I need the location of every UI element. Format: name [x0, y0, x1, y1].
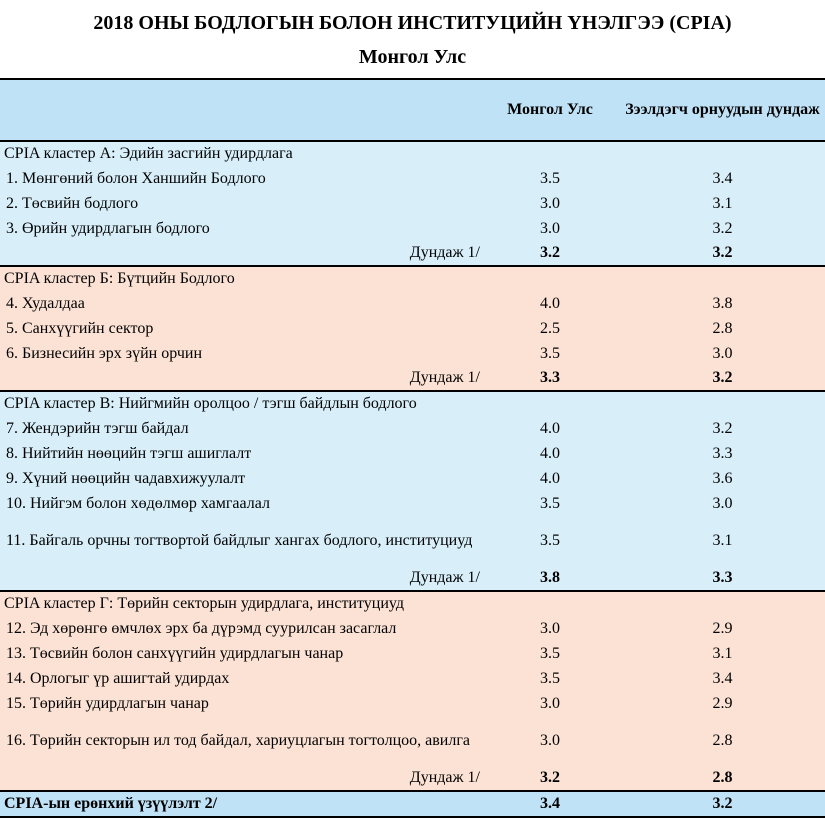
country-average-score: 3.3 [480, 366, 620, 391]
average-score: 3.2 [620, 216, 825, 241]
indicator-label: 16. Төрийн секторын ил тод байдал, хариуцлагын тогтолцоо, авилга [0, 716, 480, 766]
country-score: 4.0 [480, 416, 620, 441]
table-row [0, 191, 825, 216]
cpia-table [0, 78, 825, 818]
country-score: 3.5 [480, 341, 620, 366]
table-row [0, 316, 825, 341]
table-row [0, 216, 825, 241]
peer-average-score: 3.2 [620, 241, 825, 266]
table-row [0, 491, 825, 516]
table-row [0, 291, 825, 316]
average-label: Дундаж 1/ [0, 566, 480, 591]
country-average-score: 3.2 [480, 241, 620, 266]
indicator-label: 12. Эд хөрөнгө өмчлөх эрх ба дүрэмд суурилсан засаглал [0, 616, 480, 641]
indicator-label: 15. Төрийн удирдлагын чанар [0, 691, 480, 716]
table-row [0, 441, 825, 466]
column-header-average: Зээлдэгч орнуудын дундаж [620, 79, 825, 141]
cluster-average-row [0, 766, 825, 791]
country-score: 3.0 [480, 216, 620, 241]
indicator-label: 4. Худалдаа [0, 291, 480, 316]
indicator-label: 10. Нийгэм болон хөдөлмөр хамгаалал [0, 491, 480, 516]
peer-average-score: 3.2 [620, 366, 825, 391]
indicator-label: 3. Өрийн удирдлагын бодлого [0, 216, 480, 241]
overall-average-score: 3.2 [620, 791, 825, 817]
table-row [0, 716, 825, 766]
cluster-header-row [0, 391, 825, 416]
cluster-name: CPIA кластер Г: Төрийн секторын удирдлага, институциуд [0, 591, 825, 616]
header-empty-cell [0, 79, 480, 141]
table-row [0, 466, 825, 491]
overall-country-score: 3.4 [480, 791, 620, 817]
table-row [0, 166, 825, 191]
indicator-label: 6. Бизнесийн эрх зүйн орчин [0, 341, 480, 366]
cluster-name: CPIA кластер Б: Бүтцийн Бодлого [0, 266, 825, 291]
country-score: 3.5 [480, 491, 620, 516]
table-row [0, 666, 825, 691]
indicator-label: 13. Төсвийн болон санхүүгийн удирдлагын чанар [0, 641, 480, 666]
table-row [0, 416, 825, 441]
table-row [0, 516, 825, 566]
average-score: 2.9 [620, 616, 825, 641]
cluster-average-row [0, 566, 825, 591]
country-score: 4.0 [480, 291, 620, 316]
country-score: 3.5 [480, 516, 620, 566]
peer-average-score: 3.3 [620, 566, 825, 591]
average-label: Дундаж 1/ [0, 241, 480, 266]
average-score: 2.8 [620, 316, 825, 341]
average-score: 3.1 [620, 191, 825, 216]
indicator-label: 9. Хүний нөөцийн чадавхижуулалт [0, 466, 480, 491]
average-label: Дундаж 1/ [0, 766, 480, 791]
table-row [0, 641, 825, 666]
overall-label: CPIA-ын ерөнхий үзүүлэлт 2/ [0, 791, 480, 817]
table-row [0, 616, 825, 641]
country-score: 3.5 [480, 166, 620, 191]
country-score: 3.0 [480, 716, 620, 766]
peer-average-score: 2.8 [620, 766, 825, 791]
average-score: 3.2 [620, 416, 825, 441]
indicator-label: 2. Төсвийн бодлого [0, 191, 480, 216]
indicator-label: 14. Орлогыг үр ашигтай удирдах [0, 666, 480, 691]
country-average-score: 3.8 [480, 566, 620, 591]
cluster-name: CPIA кластер В: Нийгмийн оролцоо / тэгш байдлын бодлого [0, 391, 825, 416]
country-score: 3.0 [480, 616, 620, 641]
cluster-header-row [0, 266, 825, 291]
average-score: 3.1 [620, 516, 825, 566]
indicator-label: 5. Санхүүгийн сектор [0, 316, 480, 341]
average-score: 3.0 [620, 341, 825, 366]
page-title: 2018 ОНЫ БОДЛОГЫН БОЛОН ИНСТИТУЦИЙН ҮНЭЛГЭЭ (CPIA) [93, 12, 732, 34]
country-average-score: 3.2 [480, 766, 620, 791]
cluster-header-row [0, 591, 825, 616]
column-header-country: Монгол Улс [480, 79, 620, 141]
cluster-average-row [0, 241, 825, 266]
indicator-label: 8. Нийтийн нөөцийн тэгш ашиглалт [0, 441, 480, 466]
average-score: 2.8 [620, 716, 825, 766]
average-score: 3.6 [620, 466, 825, 491]
average-score: 3.4 [620, 666, 825, 691]
country-score: 3.5 [480, 641, 620, 666]
table-header-row [0, 79, 825, 141]
page-subtitle: Монгол Улс [358, 46, 467, 68]
average-score: 2.9 [620, 691, 825, 716]
indicator-label: 11. Байгаль орчны тогтвортой байдлыг хангах бодлого, институциуд [0, 516, 480, 566]
cpia-table-body [0, 79, 825, 817]
average-score: 3.3 [620, 441, 825, 466]
cluster-name: CPIA кластер А: Эдийн засгийн удирдлага [0, 141, 825, 166]
country-score: 3.5 [480, 666, 620, 691]
table-row [0, 341, 825, 366]
country-score: 3.0 [480, 691, 620, 716]
cluster-average-row [0, 366, 825, 391]
indicator-label: 1. Мөнгөний болон Ханшийн Бодлого [0, 166, 480, 191]
overall-row [0, 791, 825, 817]
average-score: 3.1 [620, 641, 825, 666]
average-score: 3.4 [620, 166, 825, 191]
average-score: 3.0 [620, 491, 825, 516]
indicator-label: 7. Жендэрийн тэгш байдал [0, 416, 480, 441]
cluster-header-row [0, 141, 825, 166]
country-score: 2.5 [480, 316, 620, 341]
average-label: Дундаж 1/ [0, 366, 480, 391]
average-score: 3.8 [620, 291, 825, 316]
table-row [0, 691, 825, 716]
country-score: 4.0 [480, 441, 620, 466]
country-score: 3.0 [480, 191, 620, 216]
country-score: 4.0 [480, 466, 620, 491]
